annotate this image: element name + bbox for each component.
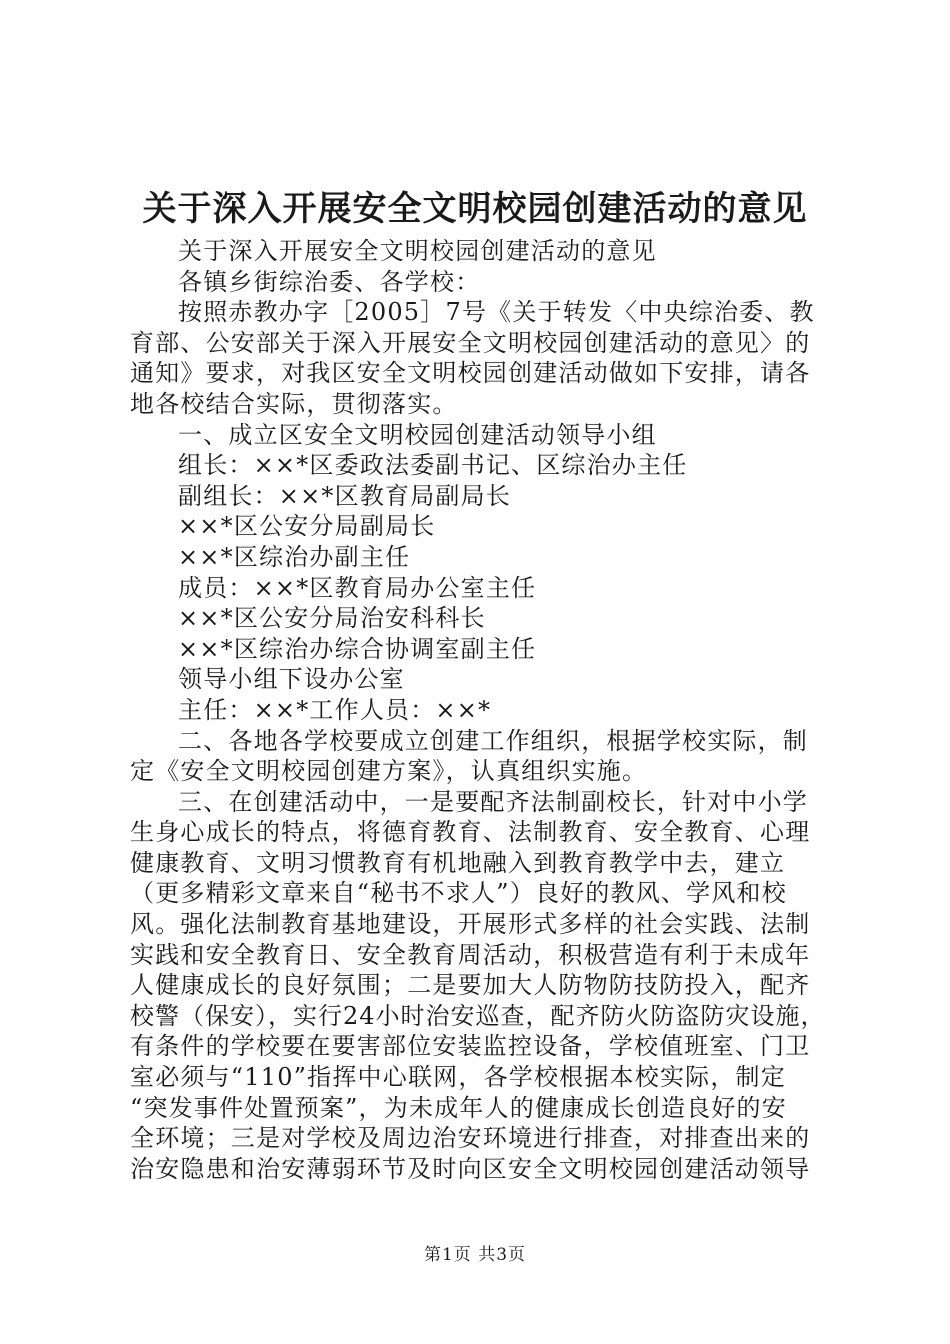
body-line: 健康教育、文明习惯教育有机地融入到教育教学中去，建立 bbox=[130, 848, 786, 877]
body-line: 成员：××*区教育局办公室主任 bbox=[178, 573, 537, 602]
body-line: 关于深入开展安全文明校园创建活动的意见 bbox=[178, 237, 657, 265]
body-line: 二、各地各学校要成立创建工作组织，根据学校实际，制 bbox=[178, 726, 808, 755]
body-line: 三、在创建活动中，一是要配齐法制副校长，针对中小学 bbox=[178, 787, 808, 816]
body-line: 按照赤教办字［2005］7号《关于转发〈中央综治委、教 bbox=[178, 298, 815, 327]
body-line: ××*区公安分局治安科科长 bbox=[178, 604, 486, 633]
body-line: 副组长：××*区教育局副局长 bbox=[178, 481, 512, 510]
body-line: 治安隐患和治安薄弱环节及时向区安全文明校园创建活动领导 bbox=[130, 1154, 811, 1183]
body-line: 全环境；三是对学校及周边治安环境进行排查，对排查出来的 bbox=[130, 1124, 811, 1153]
body-line: 地各校结合实际，贯彻落实。 bbox=[130, 389, 458, 418]
body-line: 人健康成长的良好氛围；二是要加大人防物防技防投入，配齐 bbox=[130, 971, 811, 1000]
body-line: 有条件的学校要在要害部位安装监控设备，学校值班室、门卫 bbox=[130, 1032, 811, 1061]
body-line: （更多精彩文章来自“秘书不求人”）良好的教风、学风和校 bbox=[130, 879, 787, 908]
body-line: ××*区综治办副主任 bbox=[178, 542, 411, 571]
body-line: 组长：××*区委政法委副书记、区综治办主任 bbox=[178, 451, 688, 480]
body-line: ××*区综治办综合协调室副主任 bbox=[178, 634, 537, 663]
body-line: 室必须与“110”指挥中心联网，各学校根据本校实际，制定 bbox=[130, 1063, 786, 1092]
document-title: 关于深入开展安全文明校园创建活动的意见 bbox=[142, 189, 808, 229]
body-line: 一、成立区安全文明校园创建活动领导小组 bbox=[178, 420, 657, 449]
body-line: 校警（保安），实行24小时治安巡查，配齐防火防盗防灾设施， bbox=[130, 1001, 826, 1030]
body-line: ××*区公安分局副局长 bbox=[178, 512, 436, 541]
body-line: 育部、公安部关于深入开展安全文明校园创建活动的意见〉的 bbox=[130, 328, 811, 357]
body-line: 主任：××*工作人员：××* bbox=[178, 695, 492, 724]
document-body bbox=[130, 236, 830, 1184]
body-line: 实践和安全教育日、安全教育周活动，积极营造有利于未成年 bbox=[130, 940, 811, 969]
body-line: 生身心成长的特点，将德育教育、法制教育、安全教育、心理 bbox=[130, 818, 811, 847]
body-line: 领导小组下设办公室 bbox=[178, 665, 405, 694]
body-line: 定《安全文明校园创建方案》，认真组织实施。 bbox=[130, 757, 648, 786]
body-line: “突发事件处置预案”，为未成年人的健康成长创造良好的安 bbox=[130, 1093, 787, 1122]
body-line: 风。强化法制教育基地建设，开展形式多样的社会实践、法制 bbox=[130, 910, 811, 939]
body-line: 通知》要求，对我区安全文明校园创建活动做如下安排，请各 bbox=[130, 359, 811, 388]
body-line: 各镇乡街综治委、各学校： bbox=[178, 267, 481, 296]
page-footer: 第1页 共3页 bbox=[423, 1245, 527, 1265]
